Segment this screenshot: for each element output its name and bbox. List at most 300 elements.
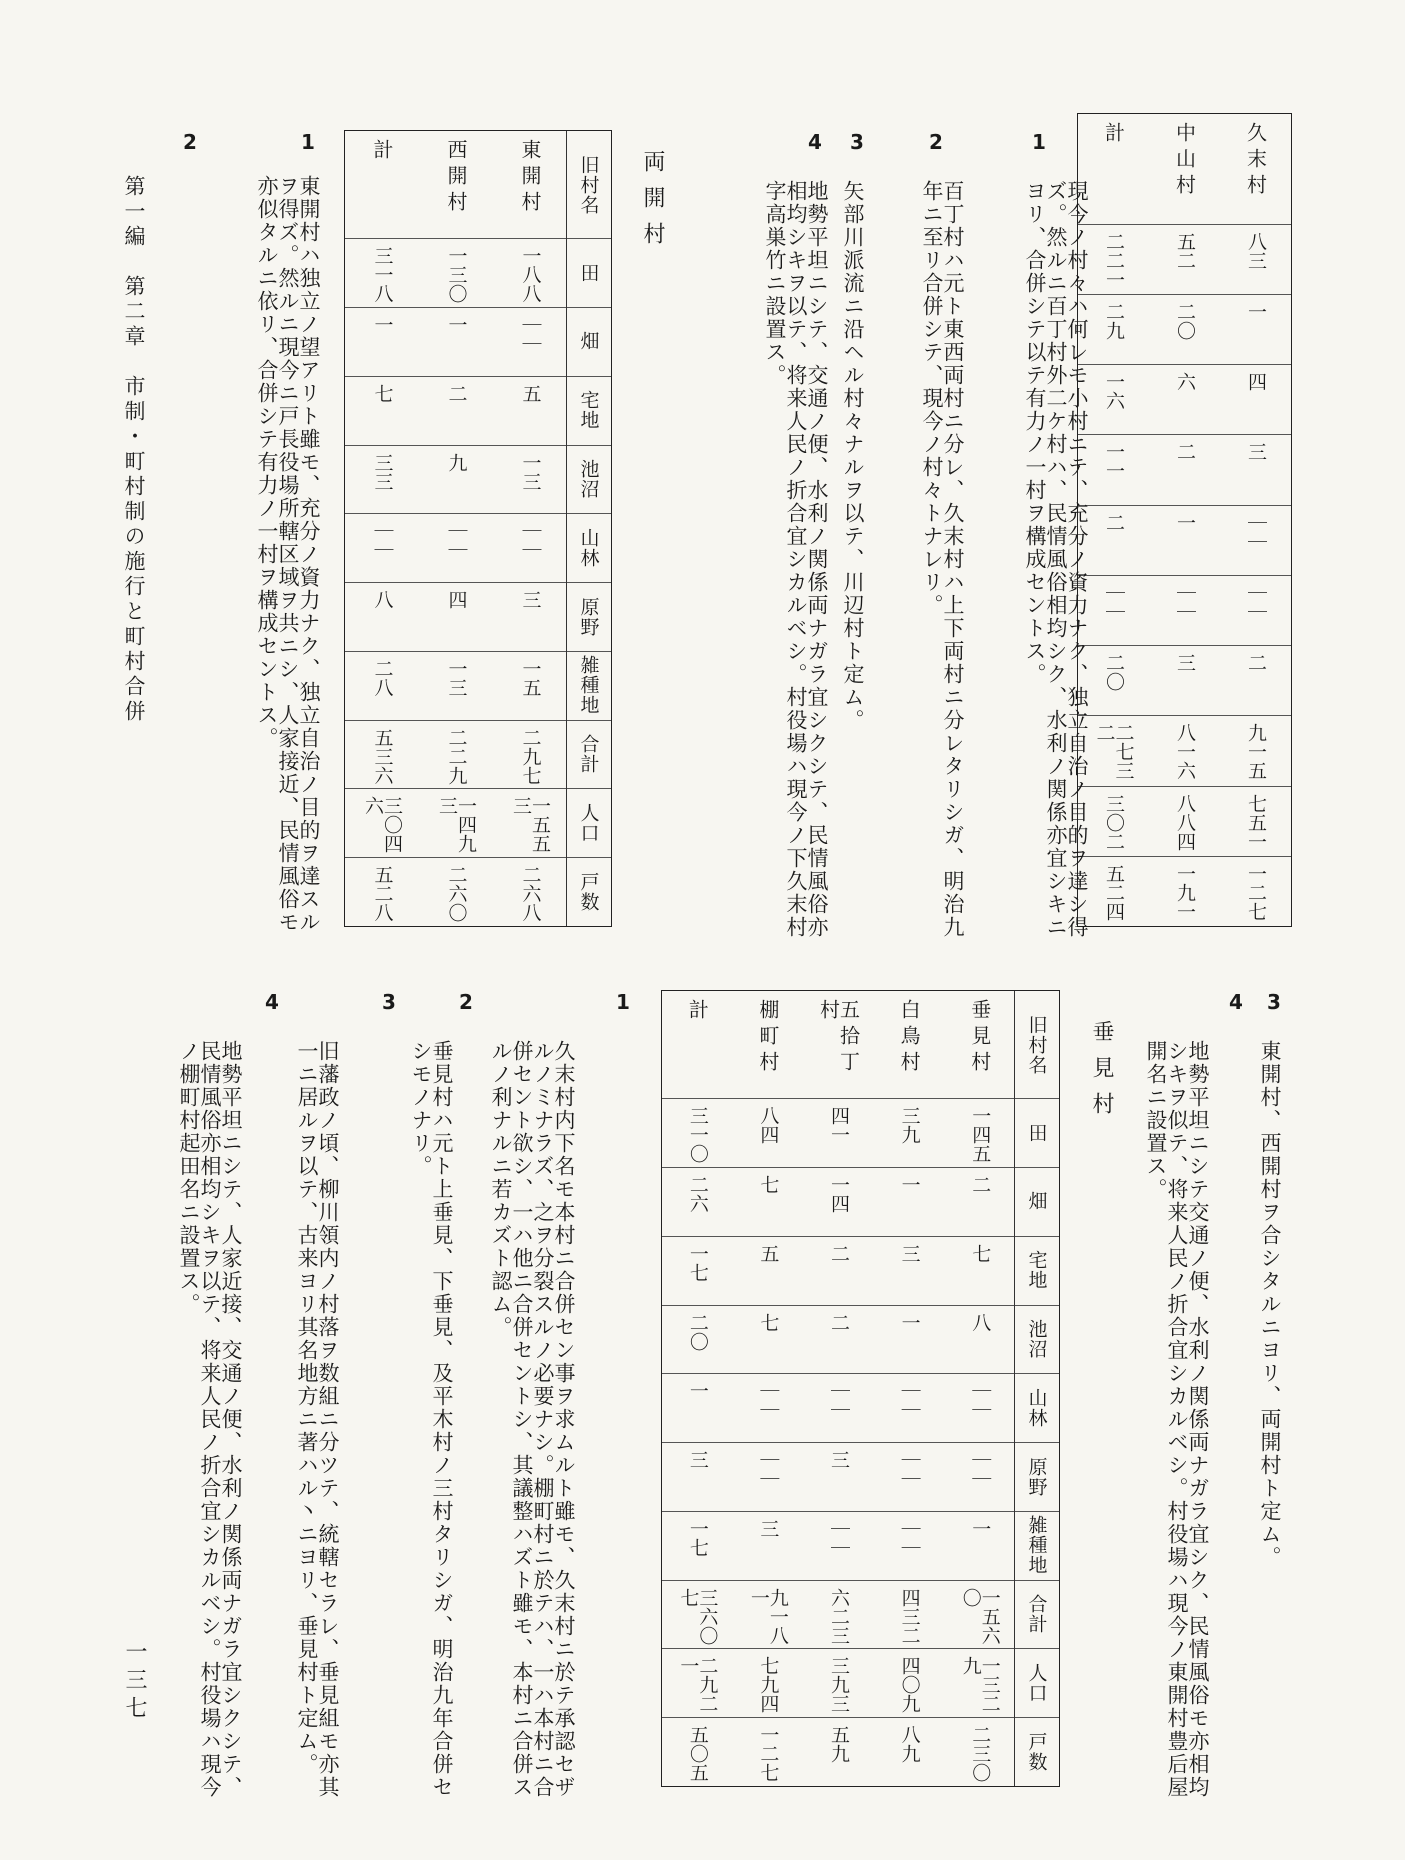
- tarumi-para-1: [612, 990, 633, 1016]
- table-header-cell: [567, 445, 611, 514]
- kumatsue-para-1: [1028, 130, 1049, 156]
- village-name-cell: [493, 139, 567, 238]
- kumatsue-para-3-text: 矢部川派流ニ沿ヘル村々ナルヲ以テ、川辺村ト定ム。: [841, 180, 865, 732]
- table-cell: [733, 1519, 804, 1580]
- village-name: 白鳥村: [897, 999, 922, 1077]
- table-cell: [803, 1450, 874, 1511]
- ryokai-title: 両開村: [640, 150, 665, 258]
- cell-value: 五二八: [371, 865, 394, 923]
- cell-value: 三九三: [828, 1656, 851, 1714]
- cell-value: 五二四: [1103, 863, 1125, 921]
- table-header-label: 池沼: [1025, 1319, 1048, 1359]
- table-cell: [419, 590, 493, 651]
- table-header-label: 宅地: [1025, 1250, 1048, 1291]
- para-number: 1: [296, 130, 320, 156]
- table-cell: [1220, 583, 1291, 645]
- village-name-cell: [733, 999, 804, 1098]
- cell-value: 二六〇: [445, 865, 468, 923]
- cell-value: 五: [519, 383, 542, 403]
- table-cell: [1220, 864, 1291, 926]
- table-header-label: 田: [577, 262, 600, 283]
- cell-value: ｜｜: [969, 1381, 992, 1420]
- table-column: [1220, 114, 1291, 926]
- table-cell: [345, 384, 419, 445]
- table-header-label: 旧村名: [1025, 1014, 1048, 1075]
- kumatsue-para-4: [804, 130, 825, 156]
- cell-value: 三九: [898, 1106, 921, 1145]
- table-cell: [493, 453, 567, 514]
- cell-value: ｜｜: [371, 521, 394, 560]
- cell-value: 三一八: [371, 246, 394, 304]
- table-header-column: [1014, 991, 1059, 1786]
- cell-value: 四: [1245, 372, 1267, 392]
- cell-value: 二〇: [686, 1312, 709, 1351]
- table-cell: [345, 865, 419, 926]
- table-header-cell: [1015, 991, 1059, 1098]
- table-cell: [662, 1106, 733, 1167]
- table-cell: [662, 1656, 733, 1717]
- cell-value: 二八: [371, 658, 394, 697]
- table-cell: [803, 1381, 874, 1442]
- table-cell: [874, 1106, 945, 1167]
- table-header-cell: [1015, 1167, 1059, 1236]
- village-name-cell: [662, 999, 733, 1098]
- table-column: [419, 131, 493, 926]
- table-cell: [493, 384, 567, 445]
- cell-value: 三: [828, 1450, 851, 1470]
- table-cell: [419, 315, 493, 376]
- cell-value: 二九七: [519, 727, 542, 785]
- cell-value: 一: [898, 1312, 921, 1332]
- cell-value: ｜｜: [898, 1450, 921, 1489]
- cell-value: 八一六: [1174, 723, 1196, 781]
- tarumi-para-3-text: 旧藩政ノ頃、柳川領内ノ村落ヲ数組ニ分ツテ、統轄セラレ、垂見組モ亦其一ニ居ルヲ以テ、古来ヨリ其名地方ニ著ハル丶ニヨリ、垂見村ト定ム。: [295, 1040, 340, 1799]
- cell-value: 七: [757, 1175, 780, 1195]
- table-cell: [493, 796, 567, 857]
- cell-value: 二三〇: [969, 1725, 992, 1783]
- table-cell: [1149, 794, 1220, 856]
- table-cell: [1149, 864, 1220, 926]
- cell-value: ｜｜: [519, 521, 542, 560]
- table-cell: [493, 315, 567, 376]
- table-header-cell: [1015, 1648, 1059, 1717]
- table-cell: [419, 453, 493, 514]
- kumatsue-para-1-text: 現今ノ村々ハ何レモ小村ニテ、充分ノ資力ナク、独立自治ノ目的ヲ達シ得ズ。然ルニ百丁村外二ケ村ハ、民情風俗相均シク、水利ノ関係亦宜シキニヨリ、合併シテ以テ有力ノ一村ヲ構成セントス。: [1023, 180, 1089, 939]
- table-header-cell: [567, 376, 611, 445]
- table-cell: [345, 590, 419, 651]
- page-number: 一三七: [122, 1640, 147, 1724]
- table-cell: [662, 1450, 733, 1511]
- table-cell: [803, 1725, 874, 1786]
- table-cell: [803, 1588, 874, 1649]
- cell-value: ｜｜: [1174, 582, 1196, 621]
- table-cell: [1220, 723, 1291, 785]
- table-cell: [493, 865, 567, 926]
- table-header-label: 旧村名: [577, 154, 600, 215]
- cell-value: 三: [686, 1450, 709, 1470]
- table-cell: [1220, 653, 1291, 715]
- cell-value: 一: [445, 315, 468, 335]
- table-header-label: 戸数: [1025, 1731, 1048, 1772]
- cell-value: ｜｜: [757, 1381, 780, 1420]
- kumatsue-para-2: [925, 130, 946, 156]
- table-cell: [733, 1725, 804, 1786]
- table-cell: [1220, 794, 1291, 856]
- table-header-cell: [1015, 1442, 1059, 1511]
- table-cell: [493, 728, 567, 789]
- cell-value: 一: [686, 1381, 709, 1401]
- tarumi-para-3: [378, 990, 399, 1016]
- cell-value: 二六: [686, 1175, 709, 1214]
- cell-value: 九一八一: [747, 1587, 789, 1645]
- para-number: 1: [611, 990, 635, 1016]
- cell-value: 八: [969, 1312, 992, 1332]
- table-cell: [1149, 442, 1220, 504]
- table-header-label: 合計: [1025, 1594, 1048, 1635]
- cell-value: 一三二九: [959, 1656, 1001, 1714]
- table-header-label: 山林: [1025, 1387, 1048, 1428]
- table-cell: [493, 246, 567, 307]
- table-cell: [803, 1106, 874, 1167]
- table-cell: [733, 1313, 804, 1374]
- table-cell: [874, 1175, 945, 1236]
- cell-value: 八四: [757, 1106, 780, 1145]
- cell-value: 二: [828, 1312, 851, 1332]
- cell-value: 一五五三: [510, 796, 551, 854]
- table-cell: [419, 246, 493, 307]
- cell-value: 七: [757, 1312, 780, 1332]
- village-name: 棚町村: [755, 999, 780, 1077]
- table-cell: [419, 384, 493, 445]
- cell-value: 三: [1245, 442, 1267, 462]
- table-cell: [419, 728, 493, 789]
- ryokai-table: [344, 130, 612, 927]
- cell-value: 八九: [898, 1725, 921, 1764]
- cell-value: 二二九: [445, 727, 468, 785]
- para-number: 4: [1224, 990, 1248, 1016]
- table-cell: [1220, 442, 1291, 504]
- table-cell: [345, 521, 419, 582]
- cell-value: 二〇: [1103, 653, 1125, 692]
- table-cell: [662, 1244, 733, 1305]
- tarumi-para-4: [261, 990, 282, 1016]
- table-cell: [874, 1244, 945, 1305]
- cell-value: 三: [1174, 653, 1196, 673]
- cell-value: 一九一: [1174, 863, 1196, 921]
- cell-value: 二七三二: [1093, 723, 1135, 781]
- table-cell: [1149, 232, 1220, 294]
- table-cell: [803, 1519, 874, 1580]
- cell-value: 二: [1174, 442, 1196, 462]
- cell-value: 七九四: [757, 1656, 780, 1714]
- table-cell: [944, 1244, 1015, 1305]
- table-cell: [874, 1381, 945, 1442]
- cell-value: 二: [1245, 653, 1267, 673]
- cell-value: 八八四: [1174, 793, 1196, 851]
- cell-value: 一六: [1103, 372, 1125, 411]
- table-header-cell: [1015, 1580, 1059, 1649]
- para-number: 3: [377, 990, 401, 1016]
- table-cell: [944, 1106, 1015, 1167]
- cell-value: ｜｜: [519, 315, 542, 354]
- table-cell: [1149, 583, 1220, 645]
- cell-value: 三〇四六: [362, 796, 403, 854]
- carry-para-3: [1263, 990, 1284, 1016]
- cell-value: 八三: [1245, 231, 1267, 270]
- cell-value: 三: [519, 590, 542, 610]
- table-column: [345, 131, 419, 926]
- tarumi-title: 垂見村: [1089, 1020, 1114, 1128]
- table-cell: [944, 1313, 1015, 1374]
- tarumi-para-4-text: 地勢平坦ニシテ、人家近接、交通ノ便、水利ノ関係両ナガラ宜シクシテ、民情風俗亦相均シキヲ以テ、将来人民ノ折合宜シカルベシ。村役場ハ現今ノ棚町村起田名ニ設置ス。: [177, 1040, 243, 1799]
- table-header-label: 雑種地: [577, 655, 600, 716]
- para-number: 3: [845, 130, 869, 156]
- cell-value: 一: [371, 315, 394, 335]
- table-header-label: 山林: [577, 527, 600, 568]
- cell-value: 一三: [445, 658, 468, 697]
- table-header-label: 原野: [577, 596, 600, 637]
- cell-value: ｜｜: [757, 1450, 780, 1489]
- cell-value: 二二一: [1103, 231, 1125, 289]
- table-header-label: 合計: [577, 734, 600, 775]
- table-header-label: 池沼: [577, 459, 600, 499]
- table-column: [733, 991, 804, 1786]
- para-number: 1: [1027, 130, 1051, 156]
- table-cell: [662, 1519, 733, 1580]
- cell-value: 二〇: [1174, 301, 1196, 340]
- cell-value: 一四九三: [436, 796, 477, 854]
- table-cell: [944, 1656, 1015, 1717]
- table-cell: [1220, 372, 1291, 434]
- cell-value: 七: [371, 383, 394, 403]
- table-cell: [874, 1656, 945, 1717]
- para-number: 4: [803, 130, 827, 156]
- cell-value: 五九: [828, 1725, 851, 1764]
- cell-value: 一三〇: [445, 246, 468, 304]
- village-name: 計: [1101, 122, 1126, 148]
- table-header-cell: [567, 238, 611, 307]
- para-number: 3: [1262, 990, 1286, 1016]
- cell-value: 一四五: [969, 1106, 992, 1164]
- table-cell: [345, 728, 419, 789]
- village-name-cell: [345, 139, 419, 238]
- table-cell: [1220, 513, 1291, 575]
- ryokai-para-2: [179, 130, 200, 156]
- carry-para-4-text: 地勢平坦ニシテ交通ノ便、水利ノ関係両ナガラ宜シク、民情風俗モ亦相均シキヲ似テ、将来人民ノ折合宜シカルベシ。村役場ハ現今ノ東開村豊后屋開名ニ設置ス。: [1144, 1040, 1210, 1799]
- cell-value: 四一: [828, 1106, 851, 1145]
- cell-value: ｜｜: [828, 1518, 851, 1557]
- ryokai-para-1-text: 東開村ハ独立ノ望アリト雖モ、充分ノ資力ナク、独立自治ノ目的ヲ達スルヲ得ズ。然ルニ現今ニ戸長役場所轄区域ヲ共ニシ、人家接近、民情風俗モ亦似タルニ依リ、合併シテ有力ノ一村ヲ構成セントス。: [255, 175, 321, 934]
- table-header-label: 雑種地: [1025, 1515, 1048, 1576]
- table-cell: [874, 1450, 945, 1511]
- table-column: [944, 991, 1015, 1786]
- table-cell: [662, 1175, 733, 1236]
- table-header-label: 畑: [577, 331, 600, 352]
- village-name-cell: [419, 139, 493, 238]
- table-cell: [345, 453, 419, 514]
- table-header-cell: [567, 582, 611, 651]
- cell-value: 一四: [828, 1175, 851, 1214]
- cell-value: 二: [1103, 512, 1125, 532]
- table-header-cell: [567, 788, 611, 857]
- table-header-cell: [1015, 1511, 1059, 1580]
- table-cell: [662, 1588, 733, 1649]
- cell-value: 一七: [686, 1243, 709, 1282]
- table-cell: [419, 865, 493, 926]
- carry-para-4: [1225, 990, 1246, 1016]
- table-cell: [944, 1450, 1015, 1511]
- table-header-label: 戸数: [577, 871, 600, 912]
- village-name: 久末村: [1243, 122, 1268, 200]
- cell-value: 五三六: [371, 727, 394, 785]
- table-cell: [733, 1450, 804, 1511]
- cell-value: 四: [445, 590, 468, 610]
- table-header-cell: [567, 513, 611, 582]
- cell-value: ｜｜: [445, 521, 468, 560]
- village-name: 中山村: [1172, 122, 1197, 200]
- table-header-cell: [567, 857, 611, 926]
- cell-value: ｜｜: [1245, 512, 1267, 551]
- table-header-label: 人口: [577, 802, 600, 843]
- cell-value: 一一: [1103, 442, 1125, 481]
- cell-value: 一: [1245, 301, 1267, 321]
- table-header-cell: [1015, 1305, 1059, 1374]
- table-cell: [733, 1106, 804, 1167]
- table-cell: [733, 1175, 804, 1236]
- kumatsue-para-4-text: 地勢平坦ニシテ、交通ノ便、水利ノ関係両ナガラ宜シクシテ、民情風俗亦相均シキヲ以テ、将来人民ノ折合宜シカルベシ。村役場ハ現今ノ下久末村字高巣竹ニ設置ス。: [763, 180, 829, 939]
- village-name-cell: [803, 999, 874, 1098]
- village-name: 垂見村: [967, 999, 992, 1077]
- village-name-cell: [944, 999, 1015, 1098]
- village-name: 五拾丁村: [816, 999, 861, 1077]
- cell-value: 二: [445, 383, 468, 403]
- table-cell: [1220, 232, 1291, 294]
- table-column: [874, 991, 945, 1786]
- table-column: [662, 991, 733, 1786]
- cell-value: 二九: [1103, 301, 1125, 340]
- table-header-cell: [567, 720, 611, 789]
- cell-value: 七: [969, 1243, 992, 1263]
- table-header-cell: [1015, 1098, 1059, 1167]
- cell-value: 一二七: [1245, 863, 1267, 921]
- table-header-label: 宅地: [577, 390, 600, 431]
- table-cell: [803, 1175, 874, 1236]
- table-header-cell: [1015, 1373, 1059, 1442]
- table-header-column: [566, 131, 611, 926]
- table-cell: [803, 1656, 874, 1717]
- cell-value: 二: [828, 1243, 851, 1263]
- table-header-label: 田: [1025, 1122, 1048, 1143]
- table-cell: [733, 1588, 804, 1649]
- village-name: 計: [685, 999, 710, 1025]
- cell-value: 三三: [371, 452, 394, 491]
- village-name-cell: [1220, 122, 1291, 224]
- tarumi-para-2: [455, 990, 476, 1016]
- cell-value: 七五一: [1245, 793, 1267, 851]
- table-cell: [733, 1381, 804, 1442]
- cell-value: 一二七: [757, 1725, 780, 1783]
- table-cell: [1149, 513, 1220, 575]
- table-column: [1149, 114, 1220, 926]
- cell-value: 一: [1174, 512, 1196, 532]
- table-cell: [345, 659, 419, 720]
- cell-value: ｜｜: [898, 1518, 921, 1557]
- para-number: 4: [260, 990, 284, 1016]
- table-cell: [944, 1381, 1015, 1442]
- table-cell: [944, 1175, 1015, 1236]
- cell-value: 一七: [686, 1518, 709, 1557]
- cell-value: 三六〇七: [677, 1587, 719, 1645]
- cell-value: 三〇二: [1103, 793, 1125, 851]
- cell-value: 四〇九: [898, 1656, 921, 1714]
- tarumi-table: [661, 990, 1060, 1787]
- table-cell: [944, 1725, 1015, 1786]
- cell-value: 一五: [519, 658, 542, 697]
- table-header-cell: [567, 131, 611, 238]
- village-name: 計: [370, 139, 394, 165]
- cell-value: 一五六〇: [959, 1587, 1001, 1645]
- table-cell: [733, 1244, 804, 1305]
- table-header-cell: [567, 651, 611, 720]
- cell-value: ｜｜: [898, 1381, 921, 1420]
- table-cell: [944, 1588, 1015, 1649]
- table-cell: [493, 590, 567, 651]
- table-header-cell: [1015, 1236, 1059, 1305]
- table-cell: [803, 1244, 874, 1305]
- village-name-cell: [1149, 122, 1220, 224]
- table-header-cell: [567, 307, 611, 376]
- cell-value: 一八八: [519, 246, 542, 304]
- cell-value: 四三二: [898, 1587, 921, 1645]
- para-number: 2: [924, 130, 948, 156]
- cell-value: ｜｜: [828, 1381, 851, 1420]
- cell-value: 一: [898, 1175, 921, 1195]
- table-cell: [874, 1725, 945, 1786]
- table-cell: [493, 659, 567, 720]
- cell-value: 八: [371, 590, 394, 610]
- cell-value: 五二: [1174, 231, 1196, 270]
- table-cell: [493, 521, 567, 582]
- cell-value: 二六八: [519, 865, 542, 923]
- kumatsue-para-3: [846, 130, 867, 156]
- table-cell: [1220, 302, 1291, 364]
- cell-value: 六二三: [828, 1587, 851, 1645]
- table-cell: [345, 246, 419, 307]
- cell-value: 三一〇: [686, 1106, 709, 1164]
- kumatsue-table: [1077, 113, 1292, 927]
- cell-value: ｜｜: [969, 1450, 992, 1489]
- table-cell: [1149, 723, 1220, 785]
- table-cell: [419, 521, 493, 582]
- table-cell: [803, 1313, 874, 1374]
- cell-value: 九一五: [1245, 723, 1267, 781]
- table-cell: [874, 1519, 945, 1580]
- cell-value: 一三: [519, 452, 542, 491]
- cell-value: 六: [1174, 372, 1196, 392]
- table-header-label: 人口: [1025, 1662, 1048, 1703]
- table-column: [803, 991, 874, 1786]
- kumatsue-para-2-text: 百丁村ハ元ト東西両村ニ分レ、久末村ハ上下両村ニ分レタリシガ、明治九年ニ至リ合併シテ、現今ノ村々トナレリ。: [920, 180, 965, 939]
- table-header-label: 畑: [1025, 1191, 1048, 1212]
- table-column: [493, 131, 567, 926]
- table-header-label: 原野: [1025, 1456, 1048, 1497]
- table-cell: [419, 796, 493, 857]
- village-name: 西開村: [444, 139, 468, 217]
- table-cell: [1149, 653, 1220, 715]
- table-cell: [662, 1313, 733, 1374]
- tarumi-para-2-text: 垂見村ハ元ト上垂見、下垂見、及平木村ノ三村タリシガ、明治九年合併セシモノナリ。: [409, 1040, 454, 1799]
- carry-para-3-text: 東開村、西開村ヲ合シタルニヨリ、両開村ト定ム。: [1258, 1040, 1282, 1569]
